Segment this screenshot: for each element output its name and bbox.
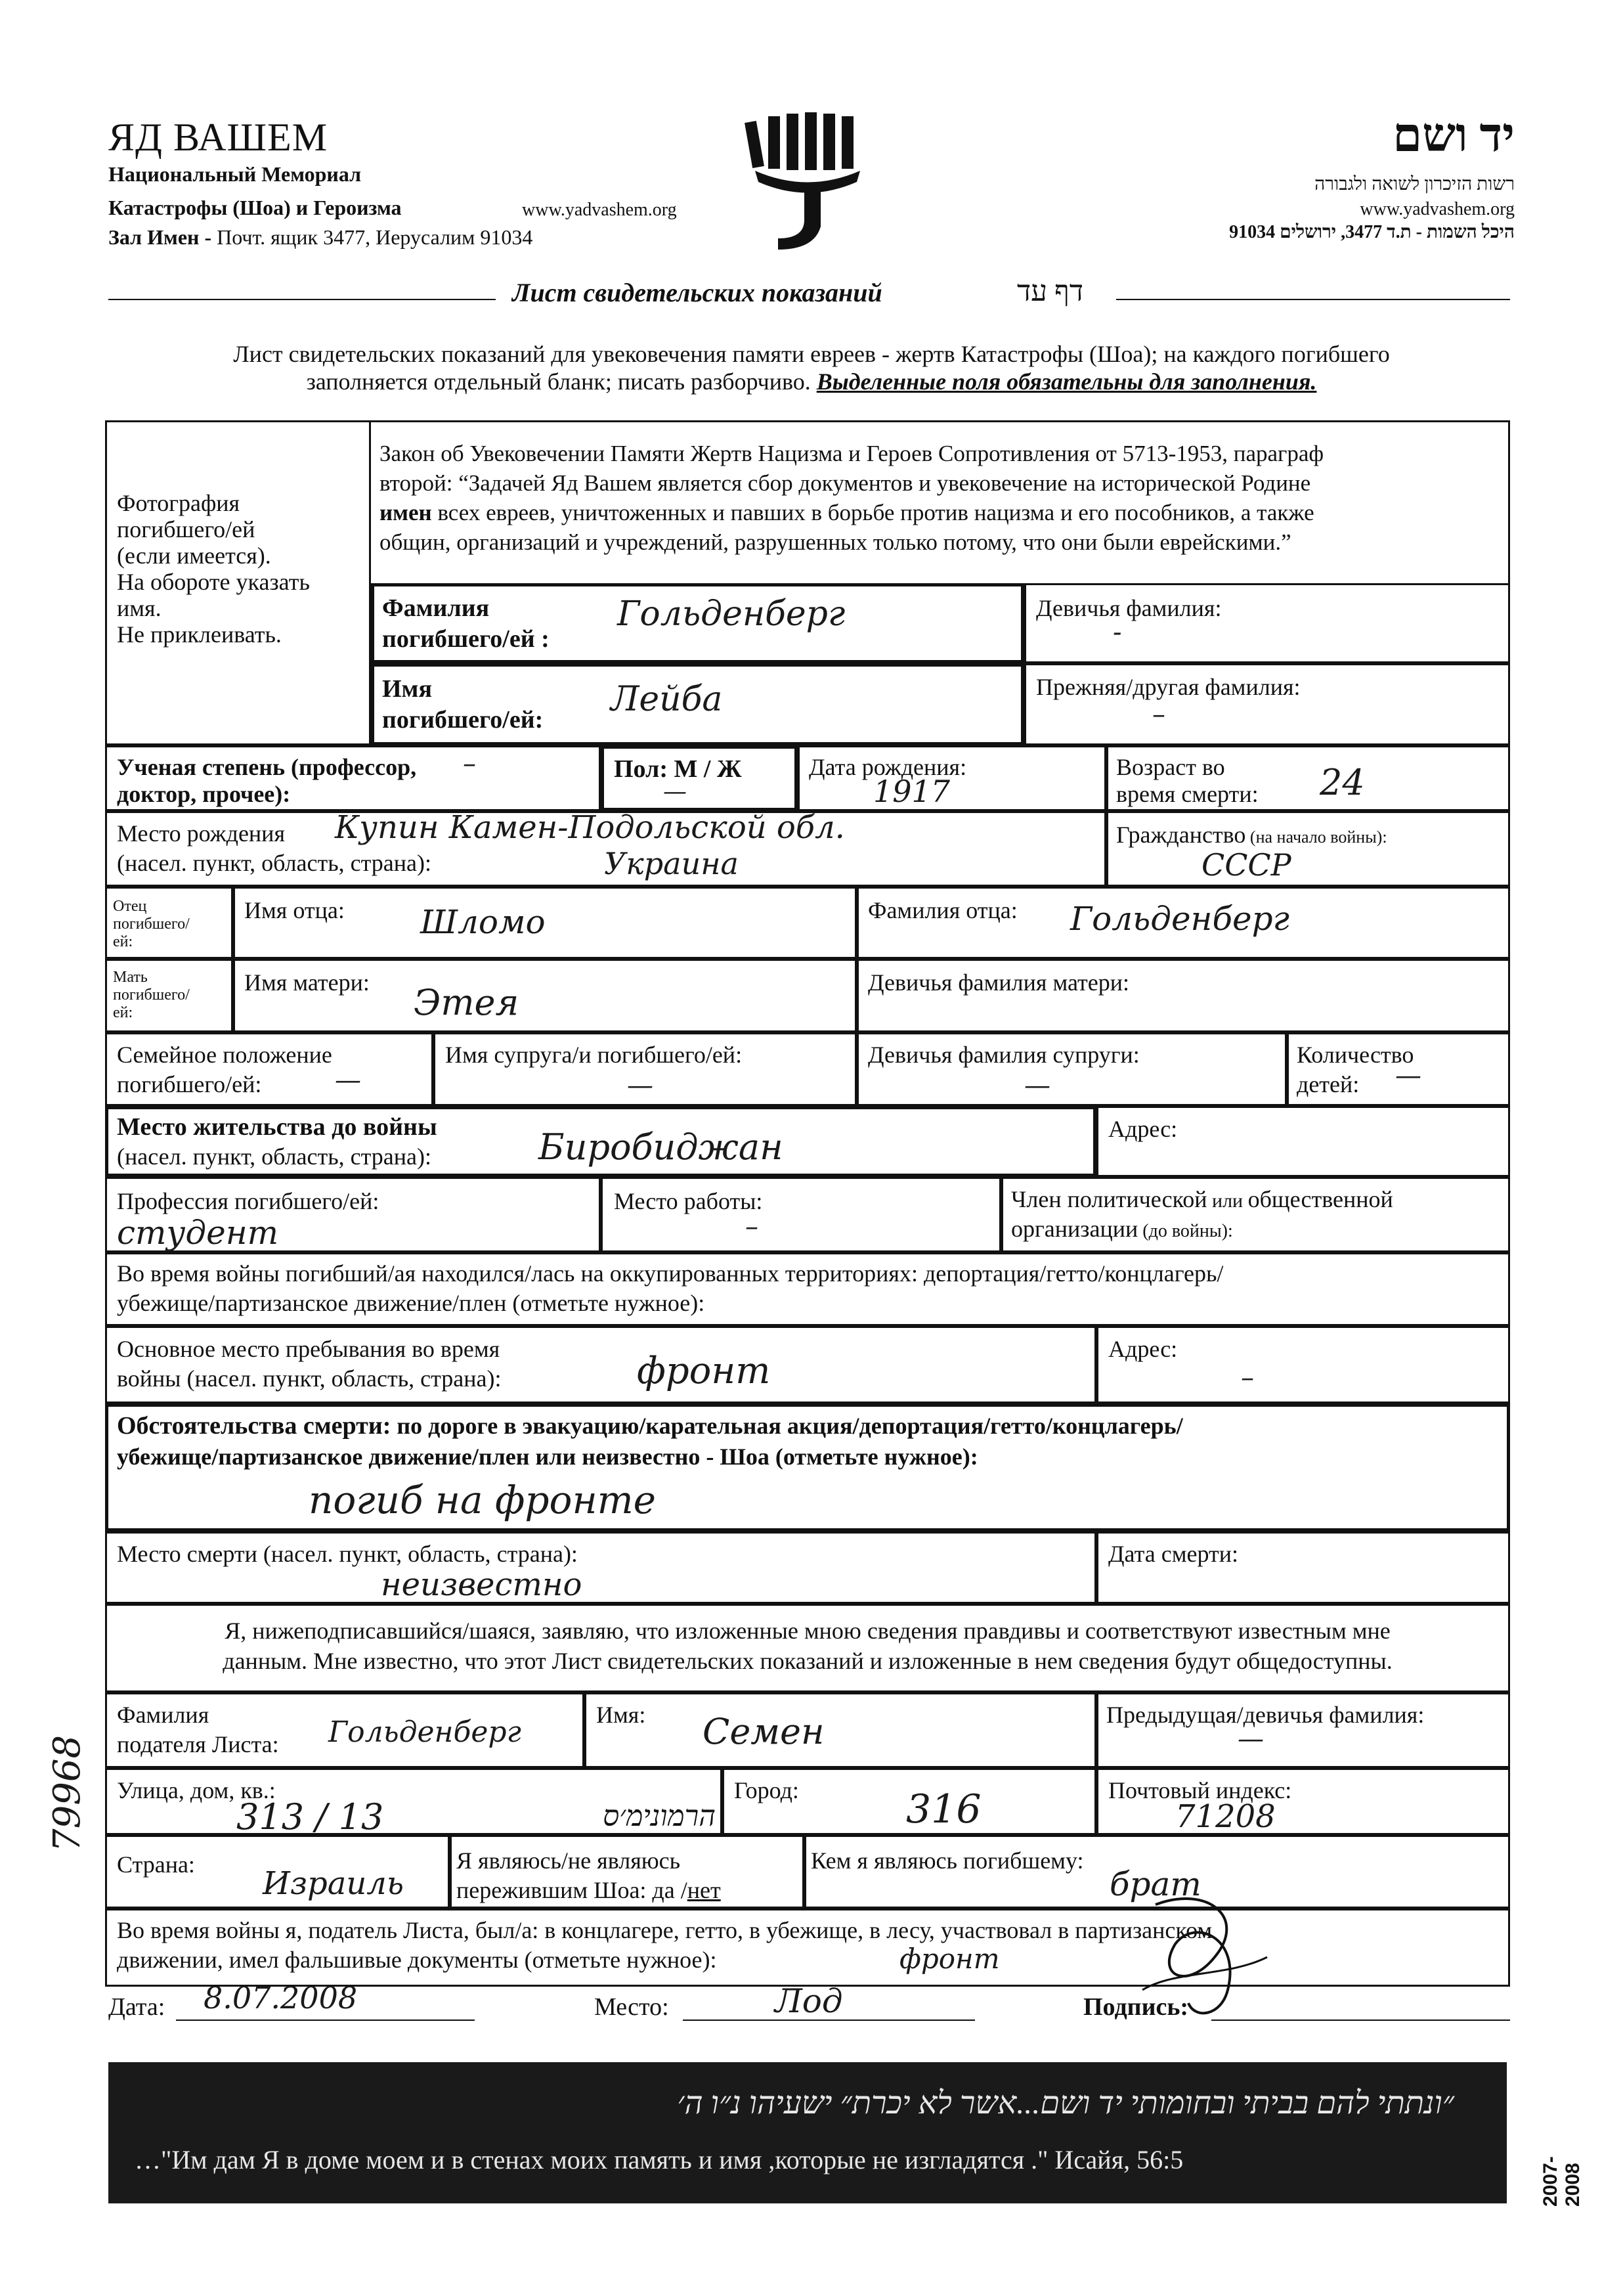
place-label: Место: — [594, 1993, 669, 2021]
father-surname-label: Фамилия отца: — [868, 897, 1018, 923]
name-value: Лейба — [611, 680, 723, 719]
marital-label-2: погибшего/ей: — [117, 1071, 262, 1097]
header-line1: Национальный Мемориал — [108, 162, 362, 186]
during-war-value: фронт — [899, 1943, 1000, 1975]
profession-label: Профессия погибшего/ей: — [117, 1188, 379, 1214]
death-circumstances-label-2: убежище/партизанское движение/плен или неизвестно - Шоа (отметьте нужное): — [117, 1444, 978, 1470]
survivor-label-2: пережившим Шоа: да /нет — [456, 1877, 721, 1903]
marital-value: — — [335, 1065, 361, 1095]
maiden-value: - — [1113, 617, 1122, 648]
photo-line3: (если имеется). — [117, 542, 271, 569]
death-circumstances-value: погиб на фронте — [309, 1478, 656, 1522]
street-label: Улица, дом, кв.: — [117, 1777, 276, 1803]
father-side-3: ей: — [113, 933, 133, 950]
degree-label-1: Ученая степень (профессор, — [117, 754, 417, 780]
photo-line4: На обороте указать — [117, 569, 310, 595]
workplace-value: – — [745, 1212, 758, 1242]
title-rule-left — [108, 299, 496, 300]
residence-label-2: (насел. пункт, область, страна): — [117, 1143, 432, 1170]
children-value: — — [1395, 1061, 1421, 1091]
mother-side-2: погибшего/ — [113, 986, 190, 1004]
birthplace-label-1: Место рождения — [117, 820, 286, 847]
law-line4: общин, организаций и учреждений, разрушенных только потому, что они были еврейскими.” — [379, 529, 1291, 555]
street-value: 313 / 13 — [236, 1796, 384, 1838]
membership-label-2: организации (до войны): — [1011, 1216, 1233, 1242]
birthplace-value-1: Купин Камен-Подольской обл. — [335, 809, 845, 846]
header-site: www.yadvashem.org — [522, 200, 677, 220]
spouse-maiden-label: Девичья фамилия супруги: — [868, 1042, 1140, 1068]
date-line — [176, 2020, 475, 2021]
country-label: Страна: — [117, 1851, 195, 1878]
father-name-label: Имя отца: — [244, 897, 345, 923]
birthplace-value-2: Украина — [604, 846, 739, 881]
date-label: Дата: — [108, 1993, 165, 2021]
photo-line5: имя. — [117, 595, 162, 621]
during-war-label-2: движении, имел фальшивые документы (отметьте нужное): — [117, 1947, 717, 1973]
zip-label: Почтовый индекс: — [1108, 1777, 1292, 1803]
header-title-he: יד ושם — [1393, 109, 1515, 162]
father-surname-value: Гольденберг — [1070, 900, 1289, 938]
age-label-1: Возраст во — [1116, 754, 1225, 780]
wartime-value: фронт — [637, 1350, 771, 1392]
residence-address-label: Адрес: — [1108, 1116, 1178, 1142]
wartime-label-2: войны (насел. пункт, область, страна): — [117, 1365, 502, 1392]
spouse-label: Имя супруга/и погибшего/ей: — [445, 1042, 743, 1068]
degree-label-2: доктор, прочее): — [117, 781, 291, 807]
marital-label-1: Семейное положение — [117, 1042, 332, 1068]
birth-date-value: 1917 — [873, 774, 951, 809]
occupied-label-1: Во время войны погибший/ая находился/лась на оккупированных территориях: депортация/гетто/концлагерь/ — [117, 1260, 1224, 1287]
street-value-he: הרמונימ׳ס — [603, 1800, 716, 1832]
submitter-name-label: Имя: — [596, 1702, 646, 1728]
submitter-surname-label-2: подателя Листа: — [117, 1731, 279, 1757]
zip-value: 71208 — [1175, 1798, 1276, 1835]
during-war-label-1: Во время войны я, податель Листа, был/а: в концлагере, гетто, в убежище, в лесу, участвовал в партизанском — [117, 1917, 1213, 1943]
footer-banner — [108, 2062, 1507, 2203]
death-date-label: Дата смерти: — [1108, 1541, 1239, 1567]
workplace-label: Место работы: — [614, 1188, 763, 1214]
death-place-value: неизвестно — [381, 1566, 582, 1603]
birthplace-label-2: (насел. пункт, область, страна): — [117, 850, 432, 876]
residence-label-1: Место жительства до войны — [117, 1113, 437, 1141]
header-line3: Зал Имен - Почт. ящик 3477, Иерусалим 91034 — [108, 225, 533, 249]
prev-name-label: Прежняя/другая фамилия: — [1036, 674, 1301, 700]
photo-line2: погибшего/ей — [117, 516, 255, 542]
surname-value: Гольденберг — [617, 594, 846, 634]
intro-line2: заполняется отдельный бланк; писать разборчиво. Выделенные поля обязательны для заполнения. — [306, 368, 1317, 395]
citizenship-value: СССР — [1201, 847, 1291, 883]
yad-vashem-logo — [742, 108, 873, 273]
surname-label-1: Фамилия — [382, 594, 490, 622]
spouse-value: — — [627, 1071, 653, 1101]
death-place-label: Место смерти (насел. пункт, область, страна): — [117, 1541, 578, 1567]
form-title-he: דף עד — [1016, 275, 1083, 307]
mother-name-label: Имя матери: — [244, 969, 370, 996]
city-value: 316 — [906, 1786, 982, 1832]
degree-value: – — [463, 749, 476, 779]
residence-value: Биробиджан — [538, 1126, 783, 1168]
form-title: Лист свидетельских показаний — [512, 278, 882, 307]
relation-label: Кем я являюсь погибшему: — [811, 1847, 1084, 1874]
header-he-line2: www.yadvashem.org — [1360, 199, 1515, 219]
name-label-2: погибшего/ей: — [382, 706, 544, 734]
law-line1: Закон об Увековечении Памяти Жертв Нацизма и Героев Сопротивления от 5713-1953, параграф — [379, 441, 1324, 466]
declaration-line2: данным. Мне известно, что этот Лист свидетельских показаний и изложенные в нем сведения будут общедоступны. — [223, 1648, 1393, 1674]
country-value: Израиль — [263, 1865, 404, 1902]
header-he-line3: היכל השמות - ת.ד 3477, ירושלים 91034 — [1229, 222, 1515, 242]
submitter-prev-label: Предыдущая/девичья фамилия: — [1106, 1702, 1425, 1728]
surname-label-2: погибшего/ей : — [382, 625, 550, 653]
name-label-1: Имя — [382, 675, 432, 703]
declaration-line1: Я, нижеподписавшийся/шаяся, заявляю, что изложенные мною сведения правдивы и соответствуют известным мне — [225, 1618, 1391, 1644]
spouse-maiden-value: — — [1024, 1071, 1050, 1101]
sex-value: — — [663, 778, 687, 805]
title-rule-right — [1116, 299, 1510, 300]
age-label-2: время смерти: — [1116, 781, 1259, 807]
submitter-surname-label-1: Фамилия — [117, 1702, 209, 1728]
mother-side-1: Мать — [113, 969, 148, 986]
children-label-1: Количество — [1297, 1042, 1414, 1068]
page-number: 79968 — [46, 1734, 89, 1852]
children-label-2: детей: — [1297, 1071, 1360, 1097]
submitter-prev-value: — — [1238, 1724, 1264, 1754]
header-he-line1: רשות הזיכרון לשואה ולגבורה — [1314, 174, 1515, 194]
date-value[interactable]: 8.07.2008 — [204, 1980, 358, 2016]
signature-line[interactable] — [1211, 2020, 1510, 2021]
father-name-value: Шломо — [420, 903, 546, 941]
wartime-label-1: Основное место пребывания во время — [117, 1336, 500, 1362]
photo-line6: Не приклеивать. — [117, 621, 282, 648]
father-side-1: Отец — [113, 898, 147, 915]
prev-name-value: – — [1152, 699, 1165, 730]
footer-hebrew: ״ונתתי להם בביתי ובחומותי יד ושם...אשר לא יכרת״ ישעיהו נ״ו ה׳ — [677, 2086, 1454, 2121]
header-title-ru: ЯД ВАШЕМ — [108, 116, 328, 159]
survivor-label-1: Я являюсь/не являюсь — [456, 1847, 681, 1874]
membership-label-1: Член политической или общественной — [1011, 1186, 1393, 1212]
wartime-address-value: – — [1241, 1363, 1254, 1393]
father-side-2: погибшего/ — [113, 916, 190, 933]
law-line3: имен всех евреев, уничтоженных и павших в борьбе против нацизма и его пособников, а также — [379, 500, 1314, 525]
profession-value: студент — [117, 1214, 279, 1252]
submitter-name-value: Семен — [703, 1711, 825, 1752]
signature-label: Подпись: — [1083, 1993, 1189, 2021]
intro-line1: Лист свидетельских показаний для увековечения памяти евреев - жертв Катастрофы (Шоа); на каждого погибшего — [233, 341, 1390, 367]
mother-name-value: Этея — [414, 982, 519, 1023]
law-line2: второй: “Задачей Яд Вашем является сбор документов и увековечение на исторической Родине — [379, 470, 1311, 496]
photo-line1: Фотография — [117, 490, 240, 516]
footer-russian: …"Им дам Я в доме моем и в стенах моих память и имя ,которые не изгладятся ." Исайя, 56:5 — [135, 2145, 1184, 2175]
birth-date-label: Дата рождения: — [809, 754, 967, 780]
occupied-label-2: убежище/партизанское движение/плен (отметьте нужное): — [117, 1290, 705, 1316]
age-value: 24 — [1320, 762, 1365, 803]
form-years: 2007-2008 — [1540, 2156, 1584, 2207]
relation-value: брат — [1110, 1865, 1201, 1903]
mother-side-3: ей: — [113, 1004, 133, 1021]
citizenship-label: Гражданство (на начало войны): — [1116, 822, 1387, 848]
submitter-name-field[interactable] — [584, 1692, 1096, 1768]
sex-label: Пол: М / Ж — [614, 755, 742, 783]
death-circumstances-label-1: Обстоятельства смерти: по дороге в эвакуацию/карательная акция/депортация/гетто/концлагерь/ — [117, 1412, 1183, 1440]
place-value[interactable]: Лод — [775, 1982, 843, 2020]
city-label: Город: — [734, 1777, 799, 1803]
wartime-address-label: Адрес: — [1108, 1336, 1178, 1362]
maiden-label: Девичья фамилия: — [1036, 595, 1222, 621]
submitter-surname-value: Гольденберг — [328, 1715, 521, 1749]
header-line2: Катастрофы (Шоа) и Героизма — [108, 196, 402, 219]
mother-maiden-label: Девичья фамилия матери: — [868, 969, 1130, 996]
